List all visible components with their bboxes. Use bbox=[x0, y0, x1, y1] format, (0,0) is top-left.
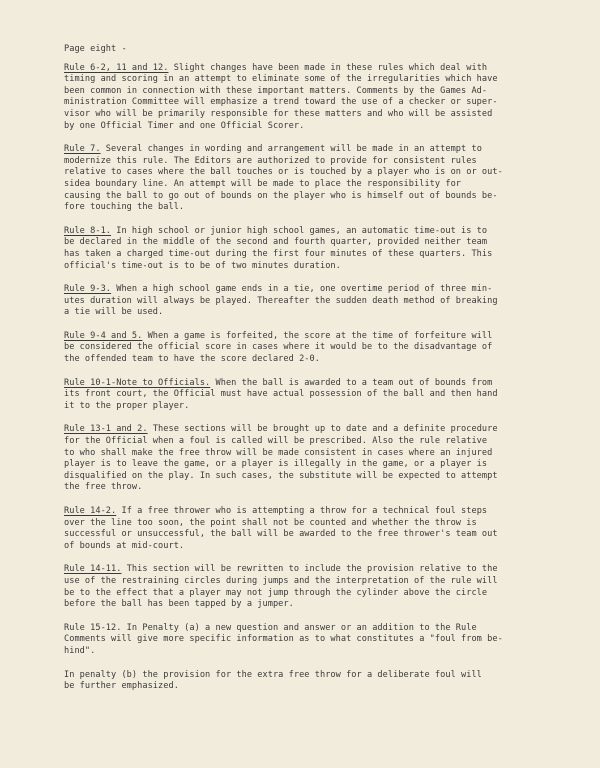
rule-paragraph bbox=[64, 63, 542, 133]
paragraph-line: the offended team to have the score declared 2-0. bbox=[64, 354, 320, 365]
rule-heading: Rule 9-3. bbox=[64, 284, 112, 295]
rule-heading: Rule 14-11. bbox=[64, 564, 122, 575]
paragraph-first-line bbox=[64, 144, 542, 156]
rule-paragraph bbox=[64, 331, 542, 366]
paragraph-text: When a high school game ends in a tie, one overtime period of three min- bbox=[111, 284, 493, 295]
paragraph-first-line bbox=[64, 331, 542, 343]
paragraph-first-line bbox=[64, 284, 542, 296]
paragraph-first-line bbox=[64, 226, 542, 238]
rule-heading: Rule 10-1-Note to Officials. bbox=[64, 377, 211, 388]
paragraph-text: Rule 15-12. In Penalty (a) a new question and answer or an addition to the Rule bbox=[64, 622, 477, 633]
paragraph-first-line bbox=[64, 623, 542, 635]
paragraph-text: This section will be rewritten to include the provision relative to the bbox=[121, 564, 498, 575]
rule-paragraph bbox=[64, 378, 542, 413]
paragraph-line: official's time-out is to be of two minutes duration. bbox=[64, 260, 341, 271]
paragraph-line: player is to leave the game, or a player is illegally in the game, or a player is bbox=[64, 459, 488, 470]
paragraph-line: been common in connection with these important matters. Comments by the Games Ad- bbox=[64, 85, 488, 96]
paragraph-line: its front court, the Official must have actual possession of the ball and then hand bbox=[64, 389, 498, 400]
paragraph-line: a tie will be used. bbox=[64, 307, 164, 318]
paragraph-first-line bbox=[64, 506, 542, 518]
paragraph-first-line bbox=[64, 564, 542, 576]
paragraph-text: Slight changes have been made in these rules which deal with bbox=[168, 62, 488, 73]
paragraph-line: sidea boundary line. An attempt will be made to place the responsibility for bbox=[64, 178, 462, 189]
paragraph-line: hind". bbox=[64, 645, 96, 656]
rule-paragraph bbox=[64, 144, 542, 214]
page-body bbox=[64, 44, 542, 705]
rule-paragraph bbox=[64, 424, 542, 494]
rule-paragraph bbox=[64, 506, 542, 552]
paragraph-text: These sections will be brought up to date and a definite procedure bbox=[147, 424, 498, 435]
rule-heading: Rule 7. bbox=[64, 144, 101, 155]
paragraph-line: by one Official Timer and one Official Scorer. bbox=[64, 120, 305, 131]
paragraph-line: visor who will be primarily responsible for these matters and who will be assisted bbox=[64, 108, 493, 119]
paragraph-line: Comments will give more specific information as to what constitutes a "foul from be- bbox=[64, 634, 503, 645]
paragraph-text: When a game is forfeited, the score at the time of forfeiture will bbox=[142, 330, 493, 341]
rule-paragraph bbox=[64, 284, 542, 319]
paragraph-line: utes duration will always be played. Thereafter the sudden death method of breaking bbox=[64, 295, 498, 306]
rule-heading: Rule 13-1 and 2. bbox=[64, 424, 148, 435]
paragraph-line: modernize this rule. The Editors are authorized to provide for consistent rules bbox=[64, 155, 477, 166]
paragraph-first-line bbox=[64, 378, 542, 390]
paragraph-text: If a free thrower who is attempting a throw for a technical foul steps bbox=[116, 506, 488, 516]
paragraph-line: causing the ball to go out of bounds on the player who is himself out of bounds be- bbox=[64, 190, 498, 201]
paragraph-text: In high school or junior high school games, an automatic time-out is to bbox=[111, 225, 488, 236]
paragraph-line: timing and scoring in an attempt to eliminate some of the irregularities which have bbox=[64, 74, 498, 85]
rule-paragraph bbox=[64, 564, 542, 610]
paragraph-line: over the line too soon, the point shall not be counted and whether the throw is bbox=[64, 517, 477, 528]
rule-heading: Rule 9-4 and 5. bbox=[64, 330, 143, 341]
paragraph-line: the free throw. bbox=[64, 482, 143, 493]
rule-heading: Rule 8-1. bbox=[64, 225, 112, 236]
paragraph-first-line bbox=[64, 424, 542, 436]
paragraph-line: be further emphasized. bbox=[64, 681, 179, 692]
page-number-label: Page eight - bbox=[64, 44, 127, 54]
paragraph-line: be declared in the middle of the second and fourth quarter, provided neither team bbox=[64, 237, 488, 248]
paragraph-text: In penalty (b) the provision for the extra free throw for a deliberate foul will bbox=[64, 669, 482, 680]
rule-paragraph bbox=[64, 226, 542, 272]
paragraph-line: disqualified on the play. In such cases, the substitute will be expected to attempt bbox=[64, 470, 498, 481]
paragraph-line: successful or unsuccessful, the ball will be awarded to the free thrower's team out bbox=[64, 529, 498, 540]
paragraph-line: before the ball has been tapped by a jumper. bbox=[64, 599, 294, 610]
paragraph-first-line bbox=[64, 670, 542, 682]
rule-heading: Rule 14-2. bbox=[64, 506, 117, 516]
paragraph-text: Several changes in wording and arrangement will be made in an attempt to bbox=[100, 144, 482, 155]
paragraph-list bbox=[64, 63, 542, 693]
paragraph-text: When the ball is awarded to a team out of bounds from bbox=[210, 377, 493, 388]
rule-paragraph bbox=[64, 623, 542, 658]
paragraph-line: fore touching the ball. bbox=[64, 202, 185, 213]
paragraph-line: it to the proper player. bbox=[64, 400, 190, 411]
paragraph-line: has taken a charged time-out during the first four minutes of these quarters. This bbox=[64, 248, 493, 259]
paragraph-line: for the Official when a foul is called will be prescribed. Also the rule relative bbox=[64, 436, 488, 447]
paragraph-line: relative to cases where the ball touches or is touched by a player who is on or out- bbox=[64, 167, 503, 178]
paragraph-line: of bounds at mid-court. bbox=[64, 540, 185, 551]
rule-paragraph bbox=[64, 670, 542, 693]
paragraph-line: use of the restraining circles during jumps and the interpretation of the rule will bbox=[64, 575, 498, 586]
paragraph-line: ministration Committee will emphasize a trend toward the use of a checker or super- bbox=[64, 97, 498, 108]
rule-heading: Rule 6-2, 11 and 12. bbox=[64, 62, 169, 73]
paragraph-line: be considered the official score in cases where it would be to the disadvantage of bbox=[64, 342, 493, 353]
paragraph-line: to who shall make the free throw will be made consistent in cases where an injured bbox=[64, 447, 493, 458]
paragraph-first-line bbox=[64, 63, 542, 75]
paragraph-line: be to the effect that a player may not jump through the cylinder above the circle bbox=[64, 587, 488, 598]
